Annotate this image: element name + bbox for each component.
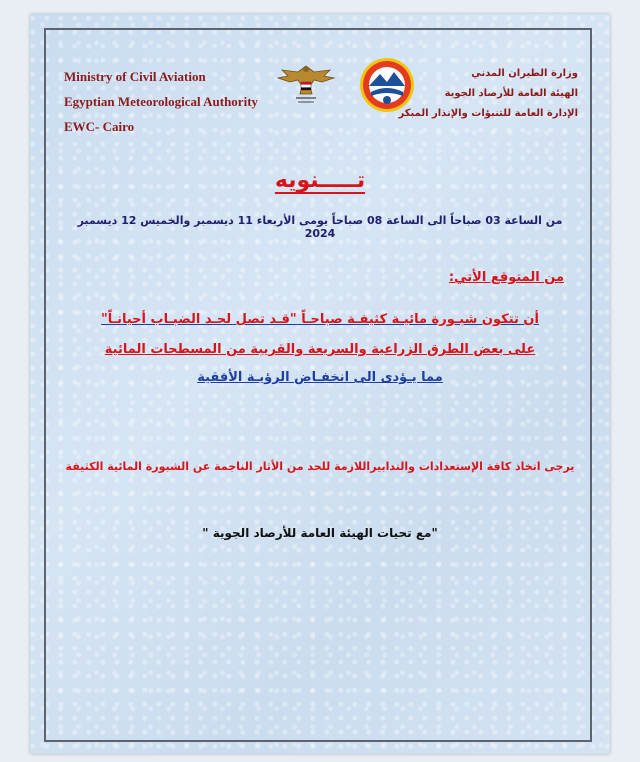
- forecast-line-2: على بعض الطرق الزراعية والسريعة والقريبة من المسطحات المائية: [104, 342, 536, 357]
- center-name-en: EWC- Cairo: [64, 119, 135, 134]
- ministry-name-ar: وزارة الطيران المدني: [471, 68, 578, 79]
- arabic-header: [399, 64, 579, 124]
- forecast-line-1-main: أن تتكون شبـورة مائيـة كثيفـة صباحـاً: [296, 312, 539, 327]
- ministry-name-en: Ministry of Civil Aviation: [64, 69, 206, 84]
- forecast-line-3: مما يـؤدى الى انخفـاض الرؤيـة الأفقية: [197, 370, 443, 385]
- expected-label: من المتوقع الأتي:: [448, 270, 564, 285]
- notice-title: تـــــنويه: [274, 168, 366, 193]
- greeting-text: "مع تحيات الهيئة العامة للأرصاد الجوية ": [202, 526, 438, 540]
- authority-name-ar: الهيئة العامة للأرصاد الجوية: [444, 88, 578, 99]
- validity-period: من الساعة 03 صباحاً الى الساعة 08 صباحاً يومى الأربعاء 11 ديسمبر والخميس 12 ديسمبر 2024: [77, 214, 563, 240]
- forecast-line-1-quote: "قـد تصل لحـد الضبـاب أحيانـاً": [101, 312, 297, 327]
- document-page: [30, 14, 610, 754]
- center-name-ar: الإدارة العامة للتنبؤات والإنذار المبكر: [398, 108, 578, 119]
- authority-name-en: Egyptian Meteorological Authority: [64, 94, 259, 109]
- eagle-emblem-icon: [274, 60, 338, 106]
- forecast-line-1: [50, 312, 590, 327]
- english-header: [64, 64, 258, 139]
- advice-text: يرجى اتخاذ كافة الإستعدادات والتدابيراللازمة للحد من الأثار الناجمة عن الشبورة المائية الكثيفة: [65, 460, 575, 473]
